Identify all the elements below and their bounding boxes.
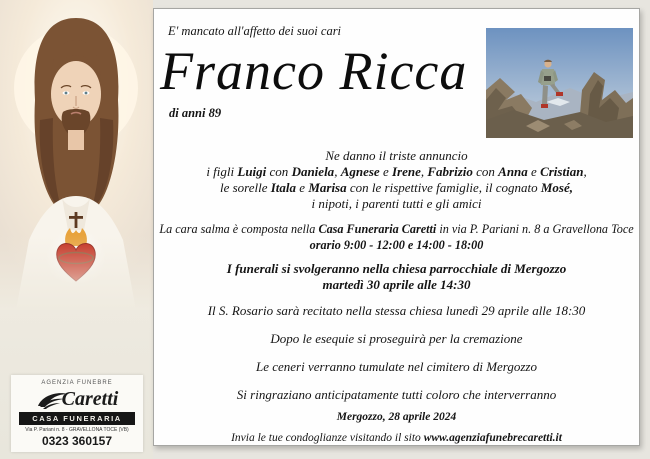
text-segment: martedì 30 aprile alle 14:30	[322, 277, 471, 292]
announcement-card	[153, 8, 640, 446]
sacred-heart-jesus-illustration	[0, 0, 153, 310]
text-segment: i nipoti, i parenti tutti e gli amici	[311, 196, 482, 211]
logo-tagline: AGENZIA FUNEBRE	[41, 380, 113, 386]
text-segment: Cristian	[540, 164, 584, 179]
text-segment: Fabrizio	[427, 164, 473, 179]
dateline: Mergozzo, 28 aprile 2024	[336, 411, 457, 423]
text-segment: Itala	[270, 180, 297, 195]
text-line	[154, 237, 639, 253]
text-segment: Marisa	[308, 180, 347, 195]
text-line	[154, 196, 639, 212]
text-line	[154, 148, 639, 164]
text-segment: in via P. Pariani n. 8 a Gravellona Toce	[436, 222, 634, 236]
text-segment: Agnese	[340, 164, 380, 179]
text-segment: La cara salma è composta nella	[159, 222, 319, 236]
deceased-age: di anni 89	[169, 106, 222, 120]
text-segment: i figli	[206, 164, 238, 179]
text-segment: Luigi	[237, 164, 267, 179]
text-segment: Invia le tue condoglianze visitando il sito	[231, 432, 424, 444]
text-segment: le sorelle	[219, 180, 271, 195]
text-line	[154, 277, 639, 293]
funeral-info	[154, 261, 639, 293]
condolence-line	[154, 431, 639, 445]
text-segment: ,	[420, 164, 428, 179]
intro-line: E' mancato all'affetto dei suoi cari	[168, 24, 342, 38]
mountain-photo-illustration	[486, 28, 633, 138]
text-segment: Mosé,	[540, 180, 574, 195]
logo-banner: CASA FUNERARIA	[19, 412, 135, 425]
text-segment: orario 9:00 - 12:00 e 14:00 - 18:00	[309, 238, 484, 252]
wake-info	[154, 221, 639, 253]
family-announcement	[154, 148, 639, 212]
text-segment: e	[527, 164, 541, 179]
website-link[interactable]: www.agenziafunebrecaretti.it	[423, 432, 562, 444]
announcement-body	[154, 148, 639, 445]
text-segment: Casa Funeraria Caretti	[318, 222, 437, 236]
deceased-name: Franco Ricca	[160, 41, 468, 101]
text-segment: e	[379, 164, 392, 179]
text-line	[154, 180, 639, 196]
logo-phone: 0323 360157	[41, 434, 113, 448]
text-segment: Daniela	[291, 164, 335, 179]
memorial-photo	[486, 28, 633, 138]
text-line	[154, 261, 639, 277]
text-segment: e	[296, 180, 309, 195]
text-segment: con	[266, 164, 292, 179]
logo-address: Via P. Pariani n. 8 - GRAVELLONA TOCE (VB)	[25, 427, 129, 433]
text-segment: Anna	[498, 164, 528, 179]
text-segment: I funerali si svolgeranno nella chiesa parrocchiale di Mergozzo	[226, 261, 567, 276]
text-segment: ,	[583, 164, 587, 179]
funeral-home-logo	[11, 375, 143, 452]
ashes-info: Le ceneri verranno tumulate nel cimitero di Mergozzo	[255, 359, 537, 374]
rosary-info: Il S. Rosario sarà recitato nella stessa chiesa lunedì 29 aprile alle 18:30	[207, 303, 586, 318]
holy-image-sidebar	[0, 0, 153, 459]
logo-brand-row	[11, 386, 143, 410]
thanks-line: Si ringraziano anticipatamente tutti coloro che interverranno	[236, 387, 557, 402]
text-segment: Irene	[391, 164, 421, 179]
text-line	[154, 221, 639, 237]
text-segment: con	[472, 164, 499, 179]
text-segment: Ne danno il triste annuncio	[325, 148, 468, 163]
sacred-heart-jesus-image	[0, 0, 153, 310]
text-segment: con le rispettive famiglie, il cognato	[346, 180, 541, 195]
logo-brand-name: Caretti	[61, 388, 119, 410]
text-line	[154, 164, 639, 180]
cremation-info: Dopo le esequie si proseguirà per la cremazione	[270, 331, 523, 346]
text-segment: ,	[334, 164, 341, 179]
